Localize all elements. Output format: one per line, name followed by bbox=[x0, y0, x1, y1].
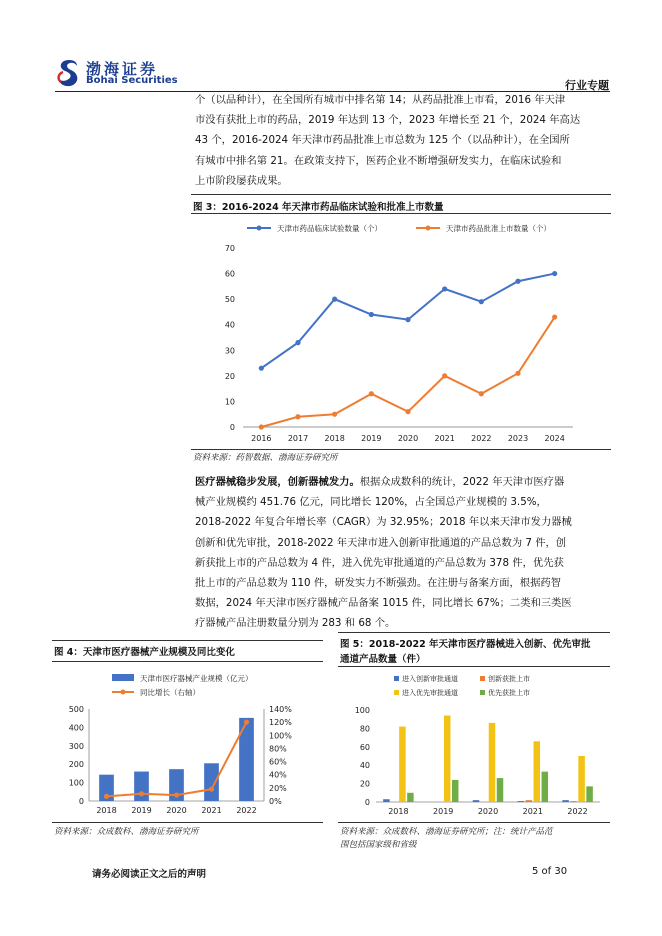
legend-swatch bbox=[394, 676, 399, 681]
bar bbox=[586, 786, 593, 802]
x-tick-label: 2016 bbox=[251, 434, 272, 443]
bar bbox=[489, 723, 496, 802]
intro-line: 个（以品种计），在全国所有城市中排名第 14；从药品批准上市看，2016 年天津 bbox=[195, 94, 566, 106]
logo-english-name: Bohai Securities bbox=[86, 75, 178, 86]
y-tick-label: 0 bbox=[364, 798, 370, 807]
x-tick-label: 2019 bbox=[433, 807, 454, 816]
growth-point bbox=[244, 720, 249, 725]
figure5-title-rule bbox=[338, 666, 610, 667]
y-tick-label: 40 bbox=[359, 761, 370, 771]
legend-label: 天津市药品临床试验数量（个） bbox=[277, 224, 382, 233]
x-tick-label: 2019 bbox=[361, 434, 382, 443]
x-tick-label: 2021 bbox=[434, 434, 455, 443]
legend-label: 创新获批上市 bbox=[488, 675, 530, 683]
figure5-title-line2: 通道产品数量（件） bbox=[340, 654, 426, 665]
legend-label: 天津市药品批准上市数量（个） bbox=[446, 224, 551, 233]
y-tick-label: 50 bbox=[224, 295, 235, 305]
legend-label: 天津市医疗器械产业规模（亿元） bbox=[140, 674, 253, 683]
bohai-logo-icon bbox=[55, 58, 83, 88]
data-point bbox=[259, 424, 264, 429]
intro-line: 43 个，2016-2024 年天津市药品批准上市总数为 125 个（以品种计），在全国所 bbox=[195, 134, 570, 147]
device-line: 数据，2024 年天津市医疗器械产品备案 1015 件，同比增长 67%；二类和三类医 bbox=[195, 597, 572, 610]
figure3-title: 图 3：2016-2024 年天津市药品临床试验和批准上市数量 bbox=[193, 202, 444, 213]
legend-marker bbox=[426, 226, 431, 231]
growth-point bbox=[209, 787, 214, 792]
data-point bbox=[442, 373, 447, 378]
figure5-title-line1: 图 5：2018-2022 年天津市医疗器械进入创新、优先审批 bbox=[340, 639, 591, 650]
x-tick-label: 2022 bbox=[236, 806, 257, 815]
logo-chinese-name: 渤海证券 bbox=[86, 60, 159, 78]
x-tick-label: 2018 bbox=[388, 807, 409, 816]
left-y-tick-label: 100 bbox=[68, 778, 84, 788]
x-tick-label: 2020 bbox=[397, 434, 419, 443]
y-tick-label: 40 bbox=[224, 320, 235, 330]
x-tick-label: 2019 bbox=[131, 806, 152, 815]
data-point bbox=[332, 412, 337, 417]
intro-line: 有城市中排名第 21。在政策支持下，医药企业不断增强研发实力，在临床试验和 bbox=[195, 154, 562, 167]
left-y-tick-label: 500 bbox=[68, 705, 84, 714]
data-point bbox=[479, 299, 484, 304]
x-tick-label: 2023 bbox=[507, 434, 529, 443]
right-y-tick-label: 60% bbox=[269, 757, 287, 767]
data-point bbox=[442, 286, 447, 291]
legend-label: 进入创新审批通道 bbox=[402, 675, 458, 683]
bar bbox=[399, 727, 406, 802]
figure4-bottom-rule bbox=[52, 822, 323, 823]
intro-line: 上市阶段屡获成果。 bbox=[195, 174, 288, 187]
device-lead: 医疗器械稳步发展，创新器械发力。 bbox=[195, 476, 360, 488]
legend-label: 进入优先审批通道 bbox=[402, 689, 458, 697]
bar bbox=[407, 793, 414, 802]
figure4-top-rule bbox=[52, 640, 323, 641]
x-tick-label: 2024 bbox=[544, 434, 565, 443]
x-tick-label: 2022 bbox=[471, 434, 492, 443]
data-point bbox=[405, 317, 410, 322]
figure3-source: 资料来源：药智数据、渤海证券研究所 bbox=[193, 453, 338, 463]
intro-line: 市没有获批上市的药品，2019 年达到 13 个，2023 年增长至 21 个，2024 年高达 bbox=[195, 114, 581, 127]
left-y-tick-label: 300 bbox=[68, 741, 84, 751]
data-point bbox=[552, 271, 557, 276]
figure4-title-rule bbox=[52, 661, 323, 662]
data-point bbox=[259, 366, 264, 371]
data-point bbox=[295, 414, 300, 419]
figure5-grouped-bar-chart bbox=[338, 668, 610, 820]
device-line-first bbox=[195, 472, 610, 492]
x-tick-label: 2021 bbox=[522, 807, 543, 816]
bar bbox=[570, 801, 577, 802]
bar bbox=[444, 716, 451, 802]
bar bbox=[473, 800, 480, 802]
device-line: 新获批上市的产品总数为 4 件，进入优先审批通道的产品总数为 378 件，优先获 bbox=[195, 556, 564, 569]
bar bbox=[383, 799, 390, 802]
legend-label: 优先获批上市 bbox=[488, 689, 530, 697]
right-y-tick-label: 140% bbox=[269, 705, 292, 714]
y-tick-label: 30 bbox=[224, 346, 235, 356]
device-line: 2018-2022 年复合年增长率（CAGR）为 32.95%；2018 年以来天津市发力器械 bbox=[195, 516, 572, 529]
figure4-source: 资料来源：众成数科、渤海证券研究所 bbox=[54, 827, 199, 837]
device-line: 创新和优先审批，2018-2022 年天津市进入创新审批通道的产品总数为 7 件，创 bbox=[195, 536, 567, 549]
legend-marker bbox=[121, 690, 126, 695]
x-tick-label: 2021 bbox=[201, 806, 222, 815]
device-line: 批上市的产品总数为 110 件，研发实力不断强劲。在注册与备案方面，根据药智 bbox=[195, 577, 561, 590]
device-line: 疗器械产品注册数量分别为 283 和 68 个。 bbox=[195, 617, 396, 630]
y-tick-label: 70 bbox=[224, 244, 235, 253]
data-point bbox=[552, 314, 557, 319]
legend-swatch bbox=[112, 674, 134, 681]
section-tag: 行业专题 bbox=[565, 79, 609, 92]
left-y-tick-label: 400 bbox=[68, 723, 84, 733]
legend-label: 同比增长（右轴） bbox=[140, 688, 200, 697]
y-tick-label: 100 bbox=[354, 706, 370, 715]
footer-disclaimer: 请务必阅读正文之后的声明 bbox=[92, 869, 207, 880]
bar bbox=[497, 778, 504, 802]
x-tick-label: 2022 bbox=[567, 807, 588, 816]
bar bbox=[204, 763, 219, 801]
figure5-source-line2: 围包括国家级和省级 bbox=[340, 840, 417, 850]
data-point bbox=[332, 297, 337, 302]
y-tick-label: 80 bbox=[359, 724, 370, 734]
x-tick-label: 2018 bbox=[324, 434, 345, 443]
x-tick-label: 2020 bbox=[166, 806, 187, 815]
growth-point bbox=[174, 792, 179, 797]
legend-swatch bbox=[480, 676, 485, 681]
y-tick-label: 10 bbox=[224, 397, 235, 407]
device-line-rest: 根据众成数科的统计，2022 年天津市医疗器 bbox=[359, 476, 565, 488]
bar bbox=[578, 756, 585, 802]
bar bbox=[518, 801, 525, 802]
left-y-tick-label: 200 bbox=[68, 760, 84, 770]
right-y-tick-label: 20% bbox=[269, 783, 287, 793]
y-tick-label: 20 bbox=[359, 779, 370, 789]
right-y-tick-label: 0% bbox=[269, 797, 282, 806]
data-point bbox=[369, 312, 374, 317]
device-paragraph bbox=[195, 472, 610, 634]
figure5-bottom-rule bbox=[338, 822, 610, 823]
y-tick-label: 60 bbox=[224, 269, 235, 279]
figure5-source-line1: 资料来源：众成数科、渤海证券研究所；注：统计产品范 bbox=[340, 827, 553, 837]
legend-swatch bbox=[480, 690, 485, 695]
bar bbox=[542, 772, 549, 802]
legend-swatch bbox=[394, 690, 399, 695]
figure3-top-rule bbox=[191, 194, 611, 195]
bar bbox=[526, 800, 533, 802]
bar bbox=[534, 741, 541, 802]
figure4-title: 图 4：天津市医疗器械产业规模及同比变化 bbox=[54, 647, 235, 658]
right-y-tick-label: 40% bbox=[269, 770, 287, 780]
x-tick-label: 2018 bbox=[96, 806, 117, 815]
page-number: 5 of 30 bbox=[532, 866, 568, 877]
device-line: 械产业规模约 451.76 亿元，同比增长 120%，占全国总产业规模的 3.5%， bbox=[195, 496, 547, 509]
figure3-bottom-rule bbox=[191, 449, 611, 450]
right-y-tick-label: 100% bbox=[269, 731, 292, 741]
figure5-top-rule bbox=[338, 632, 610, 633]
intro-paragraph bbox=[195, 90, 610, 191]
bar bbox=[134, 772, 149, 801]
x-tick-label: 2017 bbox=[287, 434, 309, 443]
growth-point bbox=[104, 794, 109, 799]
data-point bbox=[369, 391, 374, 396]
data-point bbox=[405, 409, 410, 414]
bar bbox=[562, 800, 569, 802]
y-tick-label: 20 bbox=[224, 371, 235, 381]
bar bbox=[452, 780, 459, 802]
right-y-tick-label: 120% bbox=[269, 718, 292, 728]
right-y-tick-label: 80% bbox=[269, 744, 287, 754]
y-tick-label: 60 bbox=[359, 742, 370, 752]
data-point bbox=[295, 340, 300, 345]
data-point bbox=[479, 391, 484, 396]
y-tick-label: 0 bbox=[229, 423, 235, 432]
x-tick-label: 2020 bbox=[477, 807, 499, 816]
legend-marker bbox=[257, 226, 262, 231]
growth-point bbox=[139, 791, 144, 796]
left-y-tick-label: 0 bbox=[78, 797, 84, 806]
data-point bbox=[515, 371, 520, 376]
figure3-line-chart bbox=[191, 214, 611, 446]
data-point bbox=[515, 279, 520, 284]
figure4-bar-line-chart bbox=[52, 665, 323, 820]
